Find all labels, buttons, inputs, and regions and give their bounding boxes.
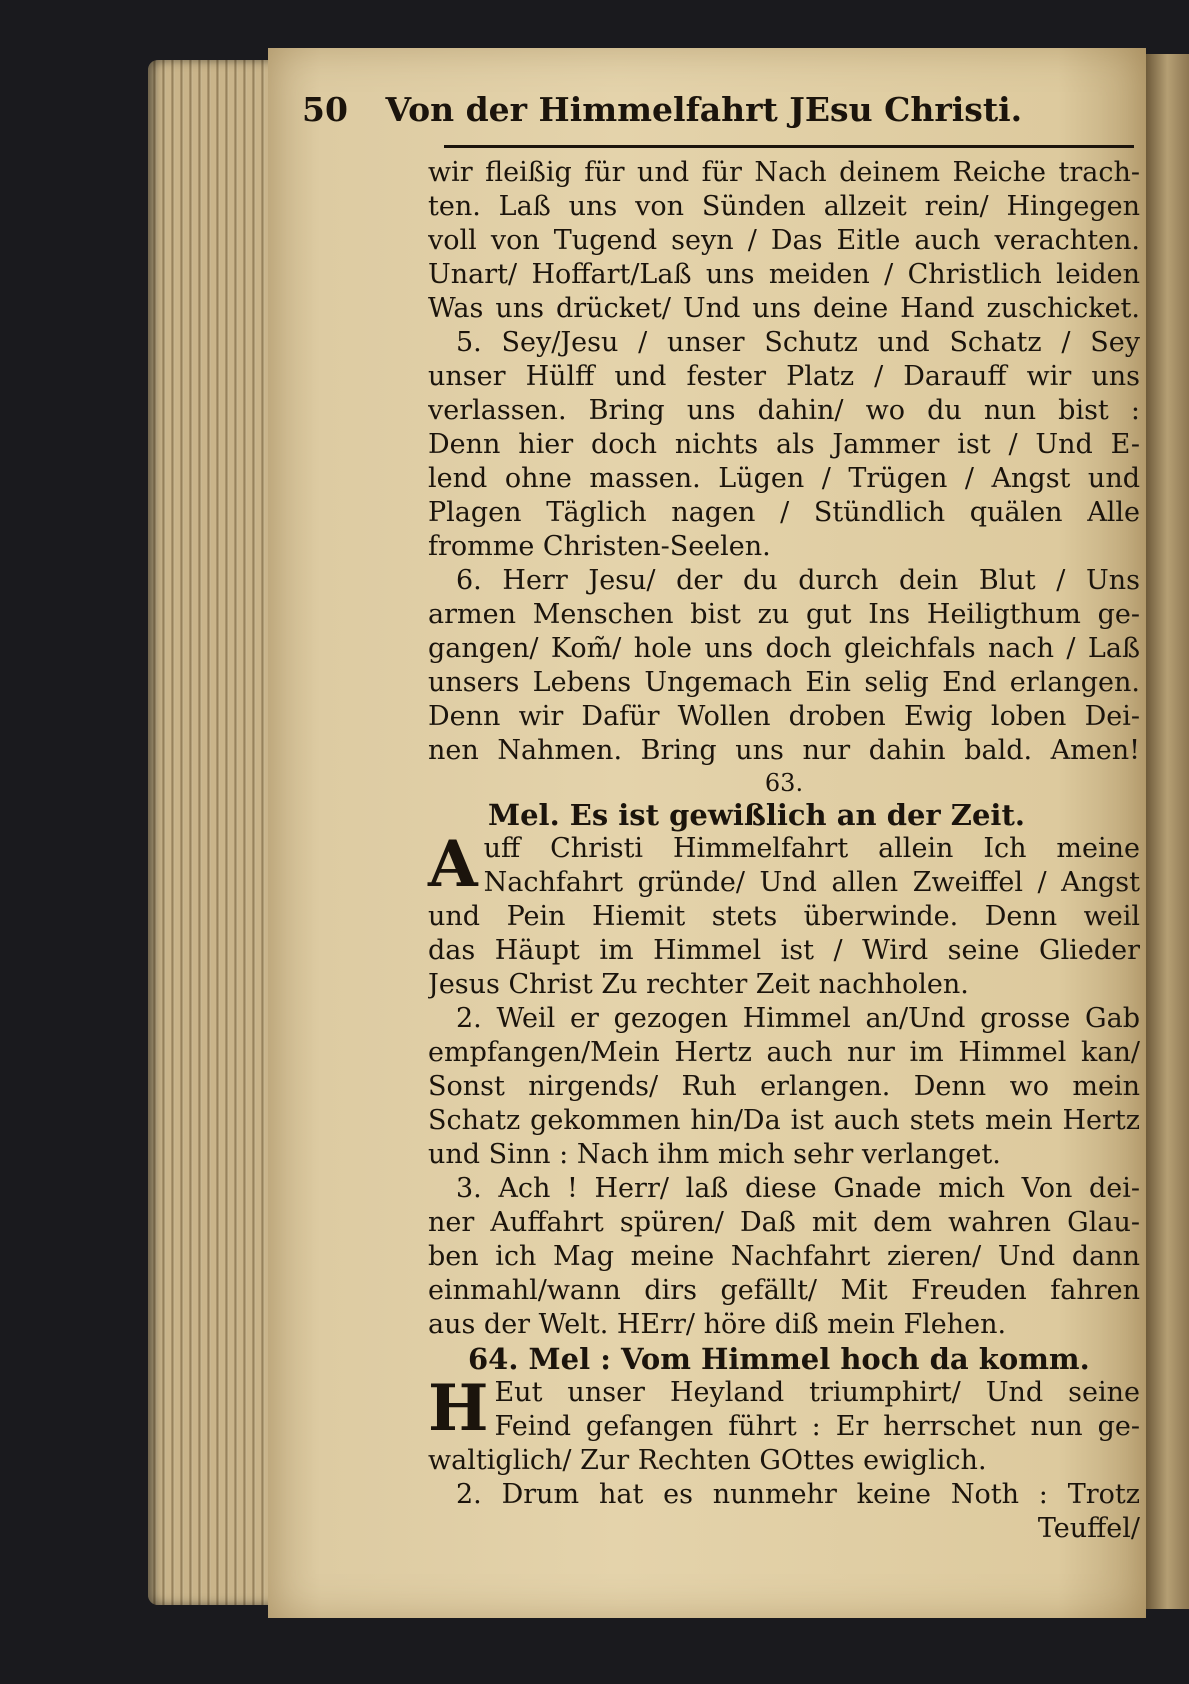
text-line: Was uns drücket/ Und uns deine Hand zuschicket. — [428, 293, 1140, 324]
text-line: uff Christi Himmelfahrt allein Ich meine — [483, 833, 1140, 864]
running-header — [302, 90, 1120, 129]
text-line: Eut unser Heyland triumphirt/ Und seine — [494, 1377, 1140, 1408]
text-line: 5. Sey/Jesu / unser Schutz und Schatz / Sey — [456, 327, 1140, 358]
melody-heading: 64. Mel : Vom Himmel hoch da komm. — [468, 1342, 1090, 1376]
text-line: einmahl/wann dirs gefällt/ Mit Freuden fahren — [428, 1275, 1140, 1306]
text-line: 6. Herr Jesu/ der du durch dein Blut / Uns — [456, 565, 1140, 596]
text-line: und Sinn : Nach ihm mich sehr verlanget. — [428, 1139, 1001, 1170]
page-edges — [148, 60, 276, 1605]
text-line: 2. Drum hat es nunmehr keine Noth : Trotz — [456, 1479, 1140, 1510]
text-line: 2. Weil er gezogen Himmel an/Und grosse Gab — [456, 1003, 1140, 1034]
text-line: Feind gefangen führt : Er herrschet nun ge- — [494, 1411, 1140, 1442]
text-line: ner Auffahrt spüren/ Daß mit dem wahren Glau- — [428, 1207, 1140, 1238]
text-line: armen Menschen bist zu gut Ins Heiligthum ge- — [428, 599, 1140, 630]
text-line: unser Hülff und fester Platz / Darauff wir uns — [428, 361, 1140, 392]
melody-heading: Mel. Es ist gewißlich an der Zeit. — [488, 798, 1025, 832]
text-line: Jesus Christ Zu rechter Zeit nachholen. — [428, 969, 969, 1000]
text-line: lend ohne massen. Lügen / Trügen / Angst und — [428, 463, 1140, 494]
text-line: ten. Laß uns von Sünden allzeit rein/ Hingegen — [428, 191, 1140, 222]
header-rule — [444, 145, 1134, 148]
text-line: Schatz gekommen hin/Da ist auch stets mein Hertz — [428, 1105, 1140, 1136]
facing-page-edge — [1146, 54, 1189, 1609]
text-line: fromme Christen-Seelen. — [428, 531, 771, 562]
text-body — [428, 156, 1140, 1546]
text-line: waltiglich/ Zur Rechten GOttes ewiglich. — [428, 1445, 987, 1476]
text-line: aus der Welt. HErr/ höre diß mein Flehen. — [428, 1309, 1007, 1340]
text-line: Sonst nirgends/ Ruh erlangen. Denn wo mein — [428, 1071, 1140, 1102]
text-line: wir fleißig für und für Nach deinem Reiche trach- — [428, 157, 1140, 188]
text-line: Unart/ Hoffart/Laß uns meiden / Christlich leiden — [428, 259, 1140, 290]
hymn-number: 63. — [764, 769, 804, 797]
hymn-64-verse — [428, 1371, 1140, 1546]
text-line: voll von Tugend seyn / Das Eitle auch verachten. — [428, 225, 1140, 256]
catchword: Teuffel/ — [1037, 1513, 1140, 1544]
hymn-63-verse — [428, 827, 1140, 1342]
text-line: das Häupt im Himmel ist / Wird seine Glieder — [428, 935, 1140, 966]
text-line: nen Nahmen. Bring uns nur dahin bald. Amen! — [428, 735, 1140, 766]
text-line: Plagen Täglich nagen / Stündlich quälen Alle — [428, 497, 1140, 528]
text-line: unsers Lebens Ungemach Ein selig End erlangen. — [428, 667, 1140, 698]
text-line: Denn hier doch nichts als Jammer ist / Und E- — [428, 429, 1140, 460]
text-line: und Pein Hiemit stets überwinde. Denn weil — [428, 901, 1140, 932]
page-number: 50 — [302, 90, 348, 129]
text-line: Denn wir Dafür Wollen droben Ewig loben Dei- — [428, 701, 1140, 732]
text-line: empfangen/Mein Hertz auch nur im Himmel kan/ — [428, 1037, 1140, 1068]
text-line: gangen/ Kom̃/ hole uns doch gleichfals nach / Laß — [428, 633, 1140, 664]
drop-cap: H — [428, 1371, 489, 1446]
text-line: verlassen. Bring uns dahin/ wo du nun bist : — [428, 395, 1140, 426]
text-line: ben ich Mag meine Nachfahrt zieren/ Und dann — [428, 1241, 1140, 1272]
drop-cap: A — [428, 827, 478, 902]
text-line: Nachfahrt gründe/ Und allen Zweiffel / Angst — [483, 867, 1140, 898]
text-line: 3. Ach ! Herr/ laß diese Gnade mich Von dei- — [456, 1173, 1140, 1204]
page-title: Von der Himmelfahrt JEsu Christi. — [385, 90, 1023, 129]
